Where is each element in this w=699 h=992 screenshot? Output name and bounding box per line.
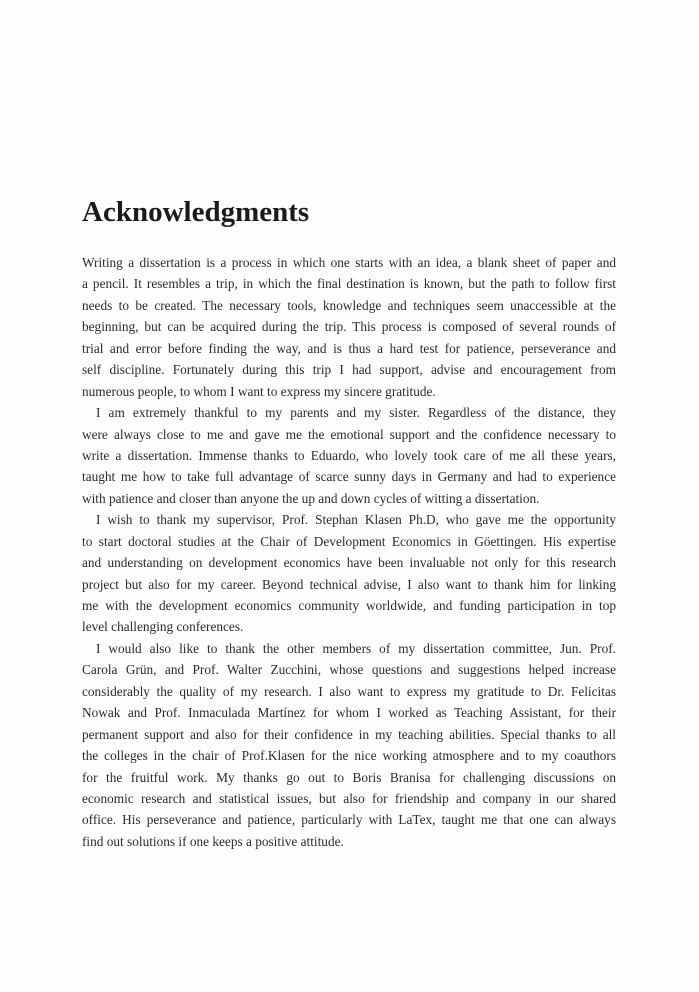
text-line: for the fruitful work. My thanks go out to Boris Branisa for challenging discussions on xyxy=(82,769,616,785)
text-line: Nowak and Prof. Inmaculada Martínez for whom I worked as Teaching Assistant, for their xyxy=(82,705,616,721)
text-line: write a dissertation. Immense thanks to Eduardo, who lovely took care of me all these years, xyxy=(82,447,616,463)
text-line: were always close to me and gave me the emotional support and the confidence necessary to xyxy=(82,426,616,442)
text-line: numerous people, to whom I want to express my sincere gratitude. xyxy=(82,383,436,399)
paragraph xyxy=(82,252,616,402)
text-line: self discipline. Fortunately during this trip I had support, advise and encouragement from xyxy=(82,362,616,378)
paragraph xyxy=(82,402,616,509)
text-line: beginning, but can be acquired during the trip. This process is composed of several rounds of xyxy=(82,319,616,335)
text-line: needs to be created. The necessary tools, knowledge and techniques seem unaccessible at the xyxy=(82,297,616,313)
text-line: taught me how to take full advantage of scarce sunny days in Germany and had to experience xyxy=(82,469,616,485)
text-line: the colleges in the chair of Prof.Klasen for the nice working atmosphere and to my coauthors xyxy=(82,748,616,764)
text-line: I would also like to thank the other members of my dissertation committee, Jun. Prof. xyxy=(96,640,616,656)
text-line: level challenging conferences. xyxy=(82,619,244,635)
text-line: me with the development economics community worldwide, and funding participation in top xyxy=(82,598,616,613)
text-line: office. His perseverance and patience, particularly with LaTex, taught me that one can always xyxy=(82,812,616,828)
paragraph xyxy=(82,509,616,638)
paragraph xyxy=(82,638,616,852)
text-line: I am extremely thankful to my parents and my sister. Regardless of the distance, they xyxy=(96,405,616,421)
text-line: to start doctoral studies at the Chair of Development Economics in Göettingen. His expertise xyxy=(82,533,616,549)
text-line: I wish to thank my supervisor, Prof. Stephan Klasen Ph.D, who gave me the opportunity xyxy=(96,512,616,528)
text-line: find out solutions if one keeps a positive attitude. xyxy=(82,833,344,849)
text-line: trial and error before finding the way, and is thus a hard test for patience, perseverance and xyxy=(82,340,616,356)
text-line: and understanding on development economics have been invaluable not only for this research xyxy=(82,555,616,571)
text-line: considerably the quality of my research. I also want to express my gratitude to Dr. Felicitas xyxy=(82,683,616,699)
page-title: Acknowledgments xyxy=(82,196,310,228)
text-line: Carola Grün, and Prof. Walter Zucchini, whose questions and suggestions helped increase xyxy=(82,662,616,678)
text-line: permanent support and also for their confidence in my teaching abilities. Special thanks to all xyxy=(82,726,616,742)
text-line: a pencil. It resembles a trip, in which the final destination is known, but the path to follow first xyxy=(82,276,616,292)
text-line: economic research and statistical issues, but also for friendship and company in our shared xyxy=(82,790,616,806)
text-line: with patience and closer than anyone the up and down cycles of witting a dissertation. xyxy=(82,490,540,506)
text-line: project but also for my career. Beyond technical advise, I also want to thank him for linking xyxy=(82,576,616,592)
text-line: Writing a dissertation is a process in which one starts with an idea, a blank sheet of paper and xyxy=(82,255,616,270)
acknowledgments-body xyxy=(82,252,616,852)
